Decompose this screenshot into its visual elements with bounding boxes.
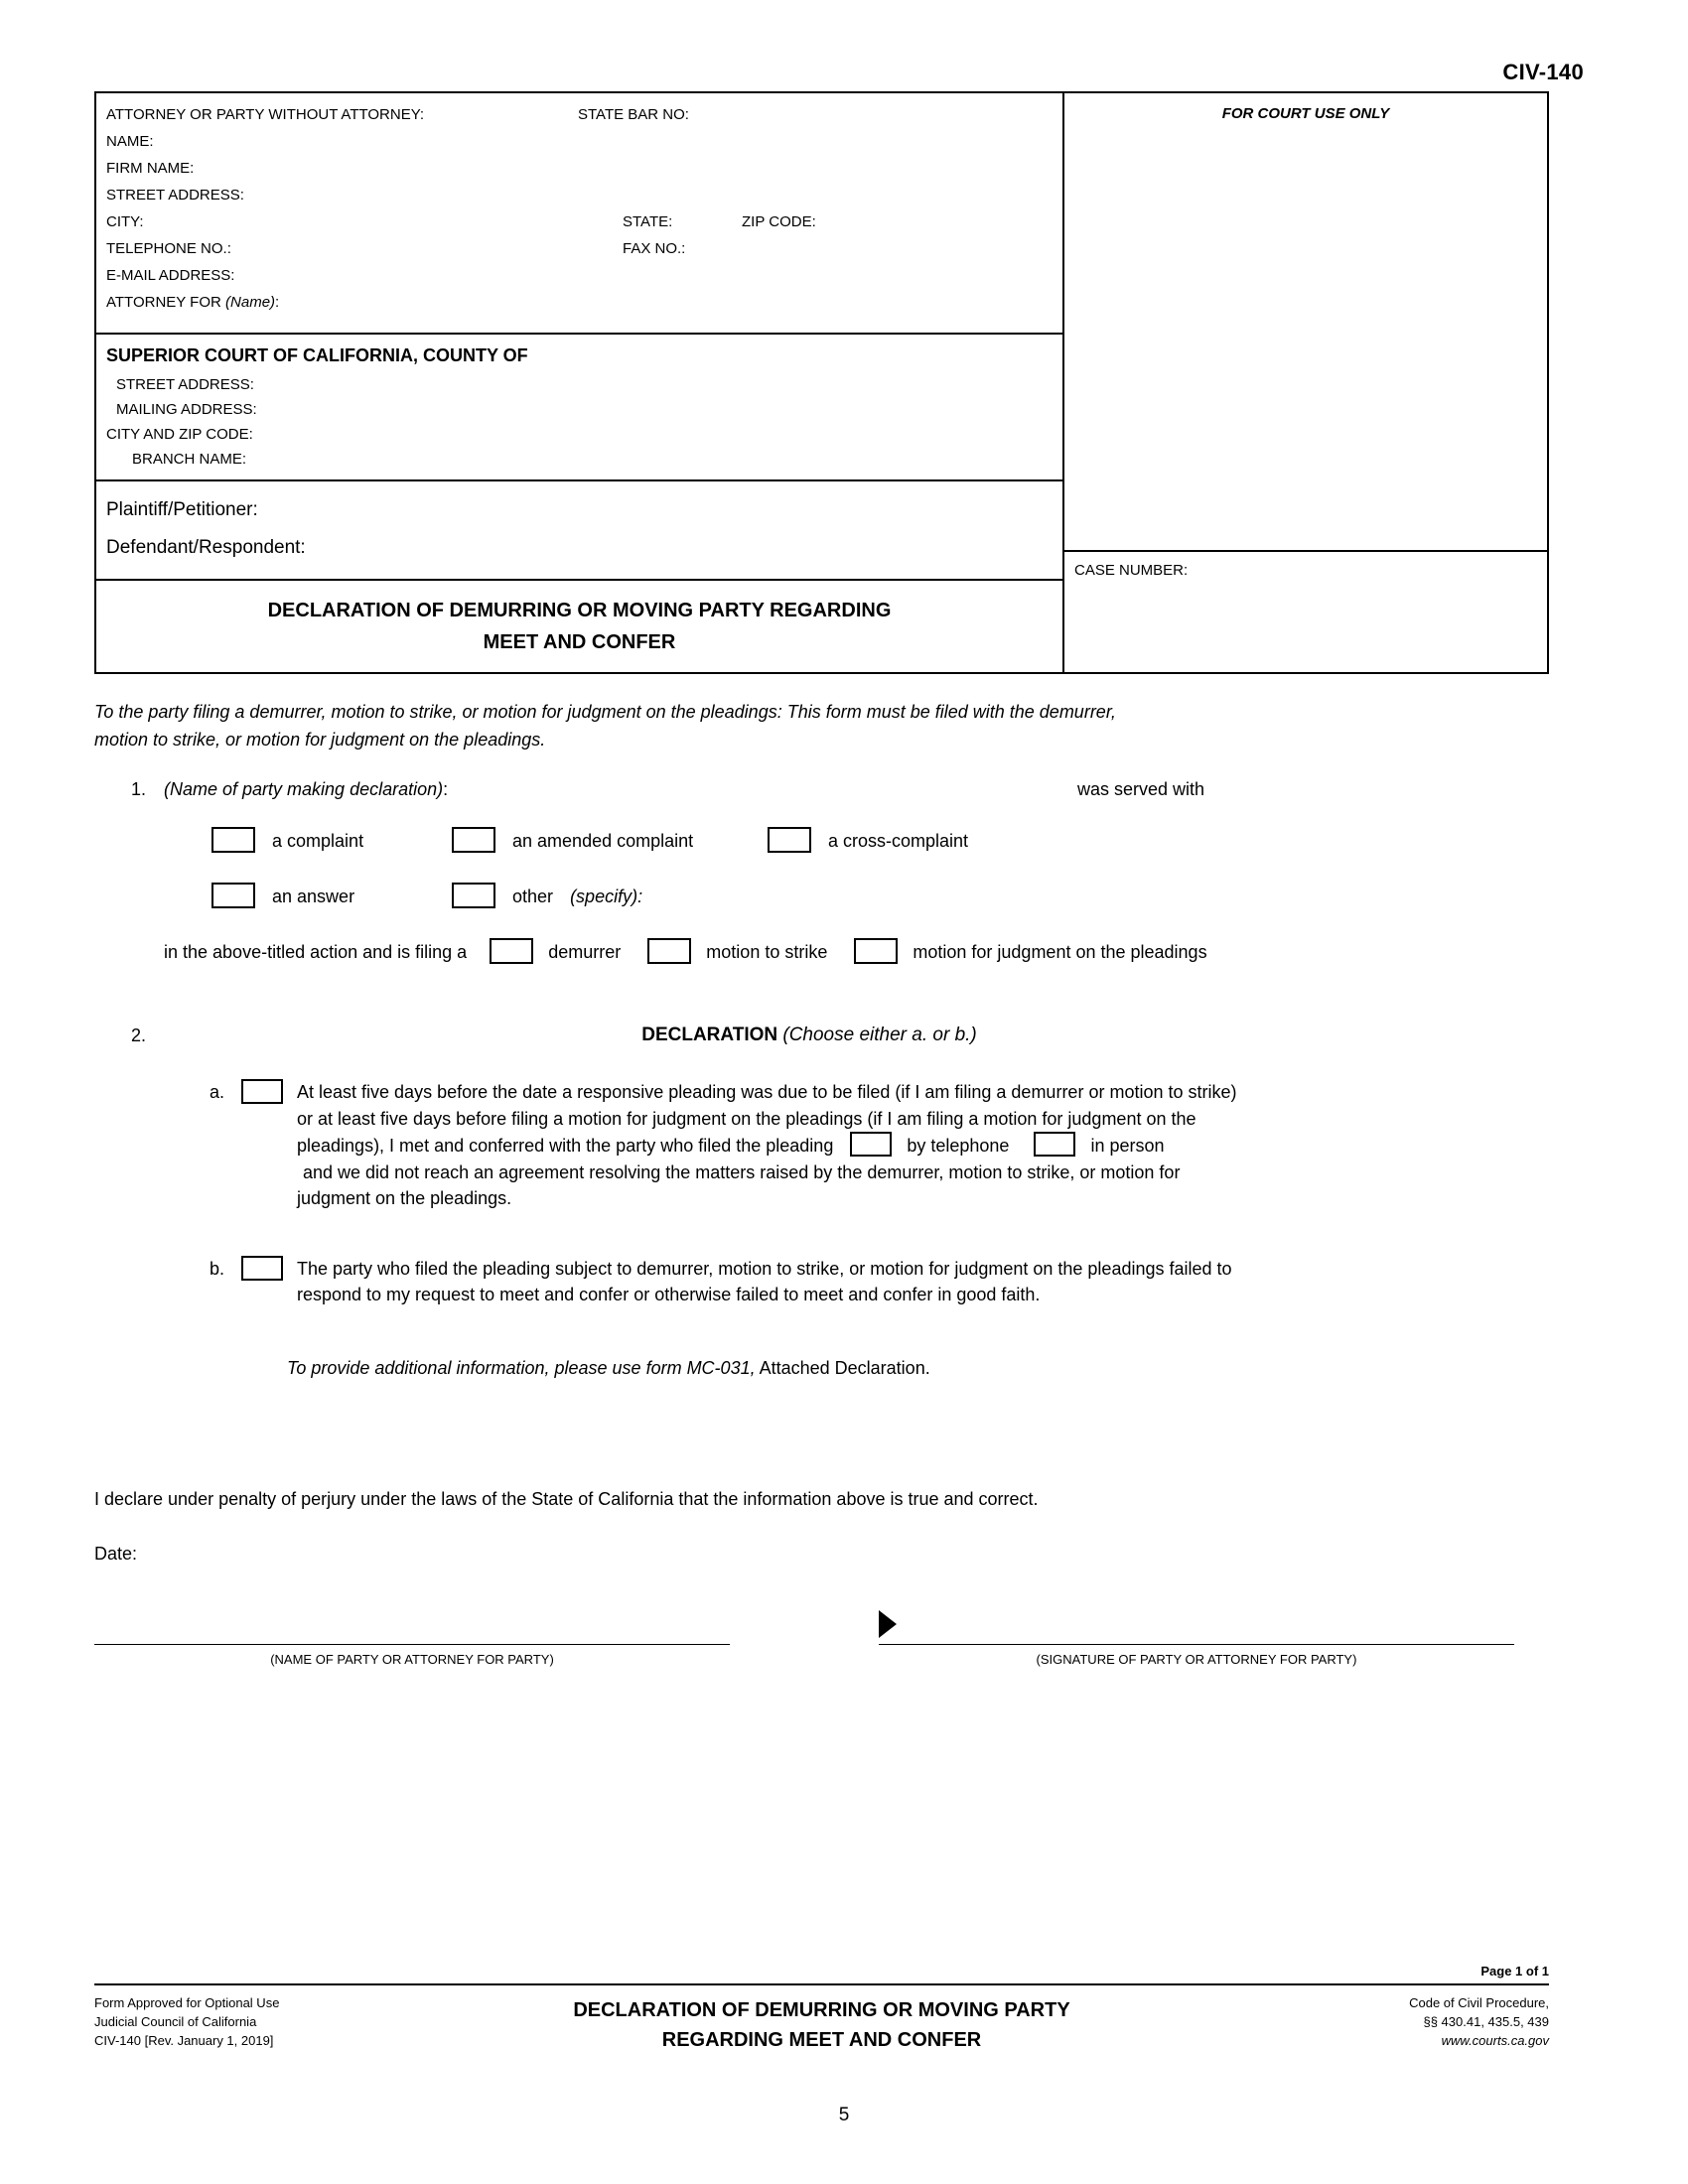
additional-information-note	[164, 1354, 1594, 1382]
perjury-statement: I declare under penalty of perjury under the laws of the State of California that the information above is true and correct.	[94, 1488, 1039, 1509]
attorney-header-label: ATTORNEY OR PARTY WITHOUT ATTORNEY:	[106, 106, 425, 123]
case-number-label: CASE NUMBER:	[1074, 562, 1189, 579]
item-2a-line-1: At least five days before the date a responsive pleading was due to be filed (if I am filing a demurrer or motion to strike)	[297, 1082, 1237, 1102]
footer-right-line-2: §§ 430.41, 435.5, 439	[1423, 2014, 1549, 2029]
note-rest-text: Attached Declaration.	[755, 1357, 930, 1378]
case-number-field[interactable]	[1064, 550, 1547, 631]
footer-left	[94, 1993, 422, 2055]
declaration-heading-hint: (Choose either a. or b.)	[782, 1024, 977, 1045]
item-2a-line-3-text: pleadings), I met and conferred with the party who filed the pleading	[297, 1136, 834, 1156]
label-motion-for-judgment: motion for judgment on the pleadings	[913, 942, 1207, 962]
footer-right	[1221, 1993, 1549, 2055]
note-italic-text: To provide additional information, please use form MC-031,	[287, 1357, 756, 1378]
attorney-for-colon: :	[275, 294, 280, 311]
checkbox-other[interactable]	[452, 883, 495, 908]
signature-caption-label: (SIGNATURE OF PARTY OR ATTORNEY FOR PARTY)	[1036, 1651, 1357, 1667]
label-demurrer: demurrer	[548, 942, 622, 962]
defendant-label: Defendant/Respondent:	[106, 537, 306, 558]
footer-left-line-2: Judicial Council of California	[94, 2014, 257, 2029]
state-bar-label: STATE BAR NO:	[578, 106, 689, 123]
label-an-amended-complaint: an amended complaint	[512, 831, 694, 851]
telephone-label: TELEPHONE NO.:	[106, 240, 231, 257]
item-1-choices-row-2	[164, 883, 1594, 916]
item-2a-letter: a.	[210, 1082, 225, 1102]
declaration-heading-text: DECLARATION	[641, 1024, 778, 1045]
fax-label: FAX NO.:	[623, 240, 686, 257]
label-in-person: in person	[1090, 1136, 1165, 1156]
name-signature-label: (NAME OF PARTY OR ATTORNEY FOR PARTY)	[270, 1651, 554, 1667]
signature-arrow-icon	[879, 1610, 897, 1638]
checkbox-motion-for-judgment[interactable]	[854, 938, 898, 964]
declaration-heading	[25, 1022, 1594, 1049]
item-2a	[164, 1079, 1594, 1212]
checkbox-declaration-b[interactable]	[241, 1256, 283, 1281]
signature-line[interactable]	[879, 1644, 1514, 1645]
firm-name-label: FIRM NAME:	[106, 160, 195, 177]
footer-left-line-3: CIV-140 [Rev. January 1, 2019]	[94, 2033, 274, 2048]
date-label: Date:	[94, 1543, 138, 1564]
footer-center-line-2: REGARDING MEET AND CONFER	[661, 2029, 982, 2051]
checkbox-an-amended-complaint[interactable]	[452, 827, 495, 853]
footer-right-line-1: Code of Civil Procedure,	[1409, 1995, 1549, 2010]
form-title-line-2: MEET AND CONFER	[483, 631, 676, 653]
checkbox-motion-to-strike[interactable]	[647, 938, 691, 964]
item-2a-line-4: and we did not reach an agreement resolving the matters raised by the demurrer, motion to strike, or motion for	[303, 1161, 1181, 1182]
footer-center	[422, 1993, 1221, 2055]
item-2a-line-2: or at least five days before filing a motion for judgment on the pleadings (if I am filing a motion for judgment on the	[297, 1108, 1196, 1129]
state-label: STATE:	[623, 213, 673, 230]
item-2a-line-5: judgment on the pleadings.	[297, 1188, 512, 1208]
form-title-block	[96, 581, 1062, 672]
was-served-with-label: was served with	[1077, 779, 1205, 799]
label-other-specify: (specify):	[570, 887, 643, 906]
court-use-area	[1064, 93, 1547, 550]
caption-left-column	[96, 93, 1064, 672]
court-mailing-label: MAILING ADDRESS:	[116, 401, 257, 418]
city-label: CITY:	[106, 213, 144, 230]
item-1-filing-row	[164, 938, 1594, 972]
footer-website-link[interactable]: www.courts.ca.gov	[1441, 2033, 1549, 2048]
caption-right-column	[1064, 93, 1547, 672]
item-2b	[164, 1256, 1594, 1308]
item-2b-letter: b.	[210, 1258, 225, 1279]
intro-line-1: To the party filing a demurrer, motion to strike, or motion for judgment on the pleadings: This form must be filed with the demurrer,	[94, 702, 1116, 722]
plaintiff-label: Plaintiff/Petitioner:	[106, 499, 258, 520]
parties-block	[96, 481, 1062, 581]
label-a-cross-complaint: a cross-complaint	[828, 831, 969, 851]
item-1-number: 1.	[130, 779, 146, 799]
caption-box	[94, 91, 1549, 674]
checkbox-in-person[interactable]	[1034, 1132, 1075, 1157]
item-2	[94, 1022, 1594, 1382]
court-title: SUPERIOR COURT OF CALIFORNIA, COUNTY OF	[106, 345, 528, 365]
zip-code-label: ZIP CODE:	[742, 213, 816, 230]
item-2b-line-1: The party who filed the pleading subject to demurrer, motion to strike, or motion for judgment on the pleadings failed to	[297, 1258, 1232, 1279]
for-court-use-only-label: FOR COURT USE ONLY	[1221, 105, 1390, 122]
attorney-for-label: ATTORNEY FOR	[106, 294, 221, 311]
attorney-for-hint: (Name)	[225, 294, 276, 311]
item-1-choices-row-1	[164, 827, 1594, 861]
footer-center-line-1: DECLARATION OF DEMURRING OR MOVING PARTY	[573, 1999, 1070, 2021]
item-1-name-prompt: (Name of party making declaration)	[164, 779, 444, 799]
intro-paragraph	[94, 698, 1539, 753]
intro-line-2: motion to strike, or motion for judgment on the pleadings.	[94, 730, 546, 750]
checkbox-demurrer[interactable]	[490, 938, 533, 964]
court-city-zip-label: CITY AND ZIP CODE:	[106, 426, 253, 443]
item-2a-line-3	[297, 1132, 1594, 1160]
label-other: other	[512, 887, 554, 906]
item-2b-line-2: respond to my request to meet and confer or otherwise failed to meet and confer in good faith.	[297, 1285, 1041, 1304]
page-number: 5	[838, 2105, 850, 2125]
item-2-number: 2.	[130, 1025, 146, 1045]
page-of-label: Page 1 of 1	[1480, 1964, 1549, 1979]
street-address-label: STREET ADDRESS:	[106, 187, 244, 204]
signature-area	[94, 1608, 1594, 1688]
label-by-telephone: by telephone	[907, 1136, 1010, 1156]
email-label: E-MAIL ADDRESS:	[106, 267, 235, 284]
checkbox-declaration-a[interactable]	[241, 1079, 283, 1104]
date-field[interactable]	[94, 1544, 1594, 1565]
name-label: NAME:	[106, 133, 154, 150]
checkbox-an-answer[interactable]	[211, 883, 255, 908]
label-motion-to-strike: motion to strike	[706, 942, 828, 962]
court-street-label: STREET ADDRESS:	[116, 376, 254, 393]
name-signature-line[interactable]	[94, 1644, 730, 1645]
checkbox-a-complaint[interactable]	[211, 827, 255, 853]
checkbox-by-telephone[interactable]	[850, 1132, 892, 1157]
form-sheet	[94, 60, 1594, 1688]
item-1-name-colon: :	[443, 779, 449, 799]
court-block	[96, 335, 1062, 481]
footer-left-line-1: Form Approved for Optional Use	[94, 1995, 280, 2010]
form-number: CIV-140	[1502, 60, 1584, 84]
label-a-complaint: a complaint	[272, 831, 364, 851]
footer	[94, 1993, 1549, 2055]
court-branch-label: BRANCH NAME:	[132, 451, 247, 468]
label-an-answer: an answer	[272, 887, 355, 906]
filing-prefix-label: in the above-titled action and is filing a	[164, 942, 468, 962]
item-1	[94, 775, 1594, 972]
form-title-line-1: DECLARATION OF DEMURRING OR MOVING PARTY REGARDING	[267, 600, 892, 621]
checkbox-a-cross-complaint[interactable]	[768, 827, 811, 853]
attorney-block	[96, 93, 1062, 335]
footer-divider	[94, 1983, 1549, 1985]
